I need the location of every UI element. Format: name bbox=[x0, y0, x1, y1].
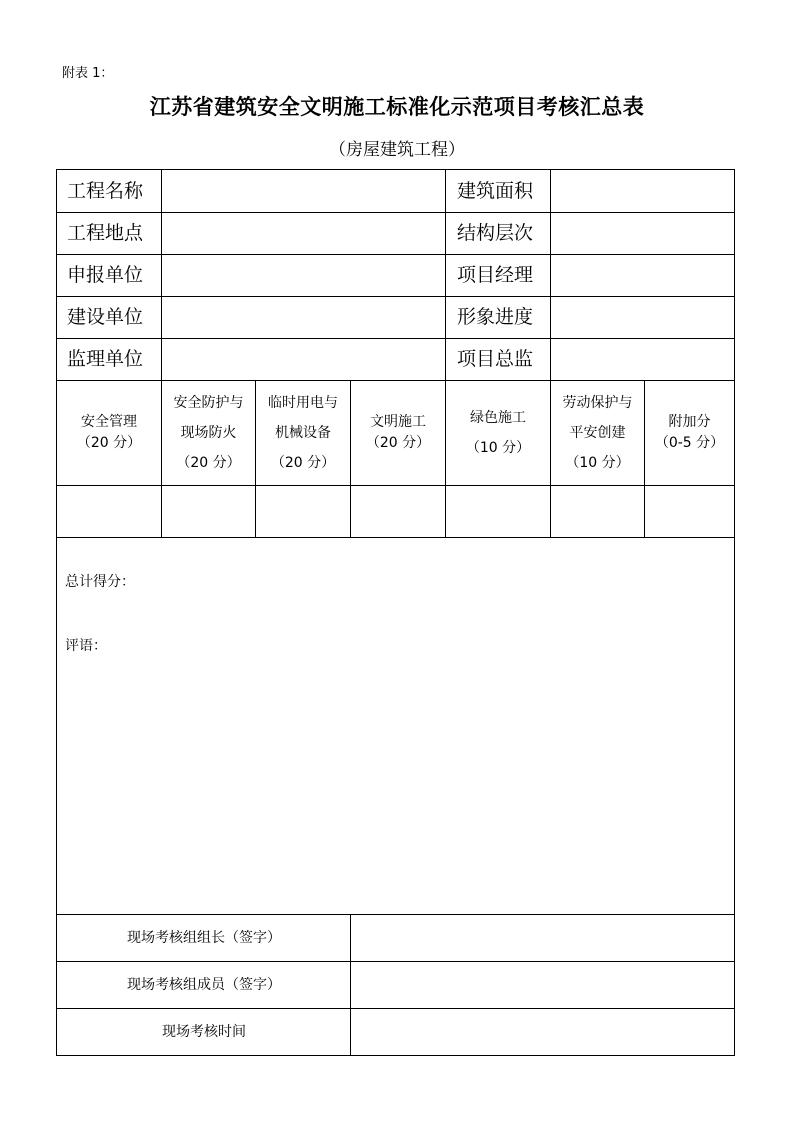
label-progress: 形象进度 bbox=[457, 306, 534, 328]
score-header-line: 附加分 bbox=[668, 414, 711, 430]
value-building-area[interactable] bbox=[551, 170, 734, 211]
assessment-form bbox=[56, 169, 735, 1056]
label-developer: 建设单位 bbox=[67, 306, 144, 328]
value-team-member-signature[interactable] bbox=[352, 962, 734, 1008]
value-project-manager[interactable] bbox=[551, 255, 734, 296]
score-header-electric-machinery bbox=[256, 381, 350, 485]
value-team-leader-signature[interactable] bbox=[352, 915, 734, 961]
score-header-line: （20 分） bbox=[176, 455, 241, 471]
score-header-safety-management bbox=[57, 381, 161, 485]
score-value-civilized-construction[interactable] bbox=[351, 486, 445, 537]
score-value-labor-protection[interactable] bbox=[551, 486, 644, 537]
score-header-line: （10 分） bbox=[465, 440, 531, 456]
score-value-green-construction[interactable] bbox=[446, 486, 550, 537]
score-header-protection-fire bbox=[162, 381, 255, 485]
page-title: 江苏省建筑安全文明施工标准化示范项目考核汇总表 bbox=[149, 94, 645, 119]
label-structure-floors: 结构层次 bbox=[457, 222, 534, 244]
label-project-name: 工程名称 bbox=[67, 180, 144, 202]
score-header-green-construction bbox=[446, 381, 550, 485]
value-applicant[interactable] bbox=[162, 255, 445, 296]
score-header-line: 绿色施工 bbox=[470, 410, 526, 426]
score-header-line: 临时用电与 bbox=[268, 395, 338, 411]
score-value-protection-fire[interactable] bbox=[162, 486, 255, 537]
value-project-location[interactable] bbox=[162, 213, 445, 254]
appendix-label: 附表 1： bbox=[62, 66, 114, 81]
score-header-labor-protection bbox=[551, 381, 644, 485]
score-header-line: 安全管理 bbox=[81, 414, 137, 430]
label-project-location: 工程地点 bbox=[67, 222, 144, 244]
score-header-line: 安全防护与 bbox=[173, 395, 244, 411]
score-header-line: （10 分） bbox=[565, 455, 630, 471]
score-header-line: 劳动保护与 bbox=[562, 395, 633, 411]
label-chief-supervisor: 项目总监 bbox=[457, 348, 534, 370]
comment-label: 评语： bbox=[65, 638, 107, 654]
value-supervisor-unit[interactable] bbox=[162, 339, 445, 380]
label-team-leader-signature: 现场考核组组长（签字） bbox=[127, 930, 281, 946]
row-divider bbox=[57, 537, 734, 538]
total-score-label: 总计得分： bbox=[65, 574, 135, 590]
value-assessment-time[interactable] bbox=[352, 1009, 734, 1055]
value-chief-supervisor[interactable] bbox=[551, 339, 734, 380]
score-header-line: （20 分） bbox=[270, 455, 336, 471]
score-header-line: 机械设备 bbox=[275, 425, 331, 441]
comment-area[interactable] bbox=[65, 660, 725, 905]
total-score-value[interactable] bbox=[147, 566, 727, 592]
score-value-safety-management[interactable] bbox=[57, 486, 161, 537]
score-value-electric-machinery[interactable] bbox=[256, 486, 350, 537]
score-header-line: 现场防火 bbox=[180, 425, 237, 441]
score-header-line: 平安创建 bbox=[569, 425, 626, 441]
label-assessment-time: 现场考核时间 bbox=[162, 1024, 246, 1040]
label-building-area: 建筑面积 bbox=[457, 180, 534, 202]
score-header-line: （20 分） bbox=[76, 435, 142, 451]
label-team-member-signature: 现场考核组成员（签字） bbox=[127, 977, 281, 993]
page-subtitle: （房屋建筑工程） bbox=[329, 140, 465, 160]
score-header-line: 文明施工 bbox=[370, 414, 426, 430]
score-header-civilized-construction bbox=[351, 381, 445, 485]
value-project-name[interactable] bbox=[162, 170, 445, 211]
score-header-line: （20 分） bbox=[365, 435, 431, 451]
value-developer[interactable] bbox=[162, 297, 445, 338]
label-project-manager: 项目经理 bbox=[457, 264, 534, 286]
value-progress[interactable] bbox=[551, 297, 734, 338]
value-structure-floors[interactable] bbox=[551, 213, 734, 254]
score-header-line: （0-5 分） bbox=[654, 435, 725, 451]
column-divider bbox=[445, 170, 446, 380]
label-supervisor-unit: 监理单位 bbox=[67, 348, 144, 370]
score-value-bonus[interactable] bbox=[645, 486, 734, 537]
score-header-bonus bbox=[645, 381, 734, 485]
label-applicant: 申报单位 bbox=[67, 264, 144, 286]
